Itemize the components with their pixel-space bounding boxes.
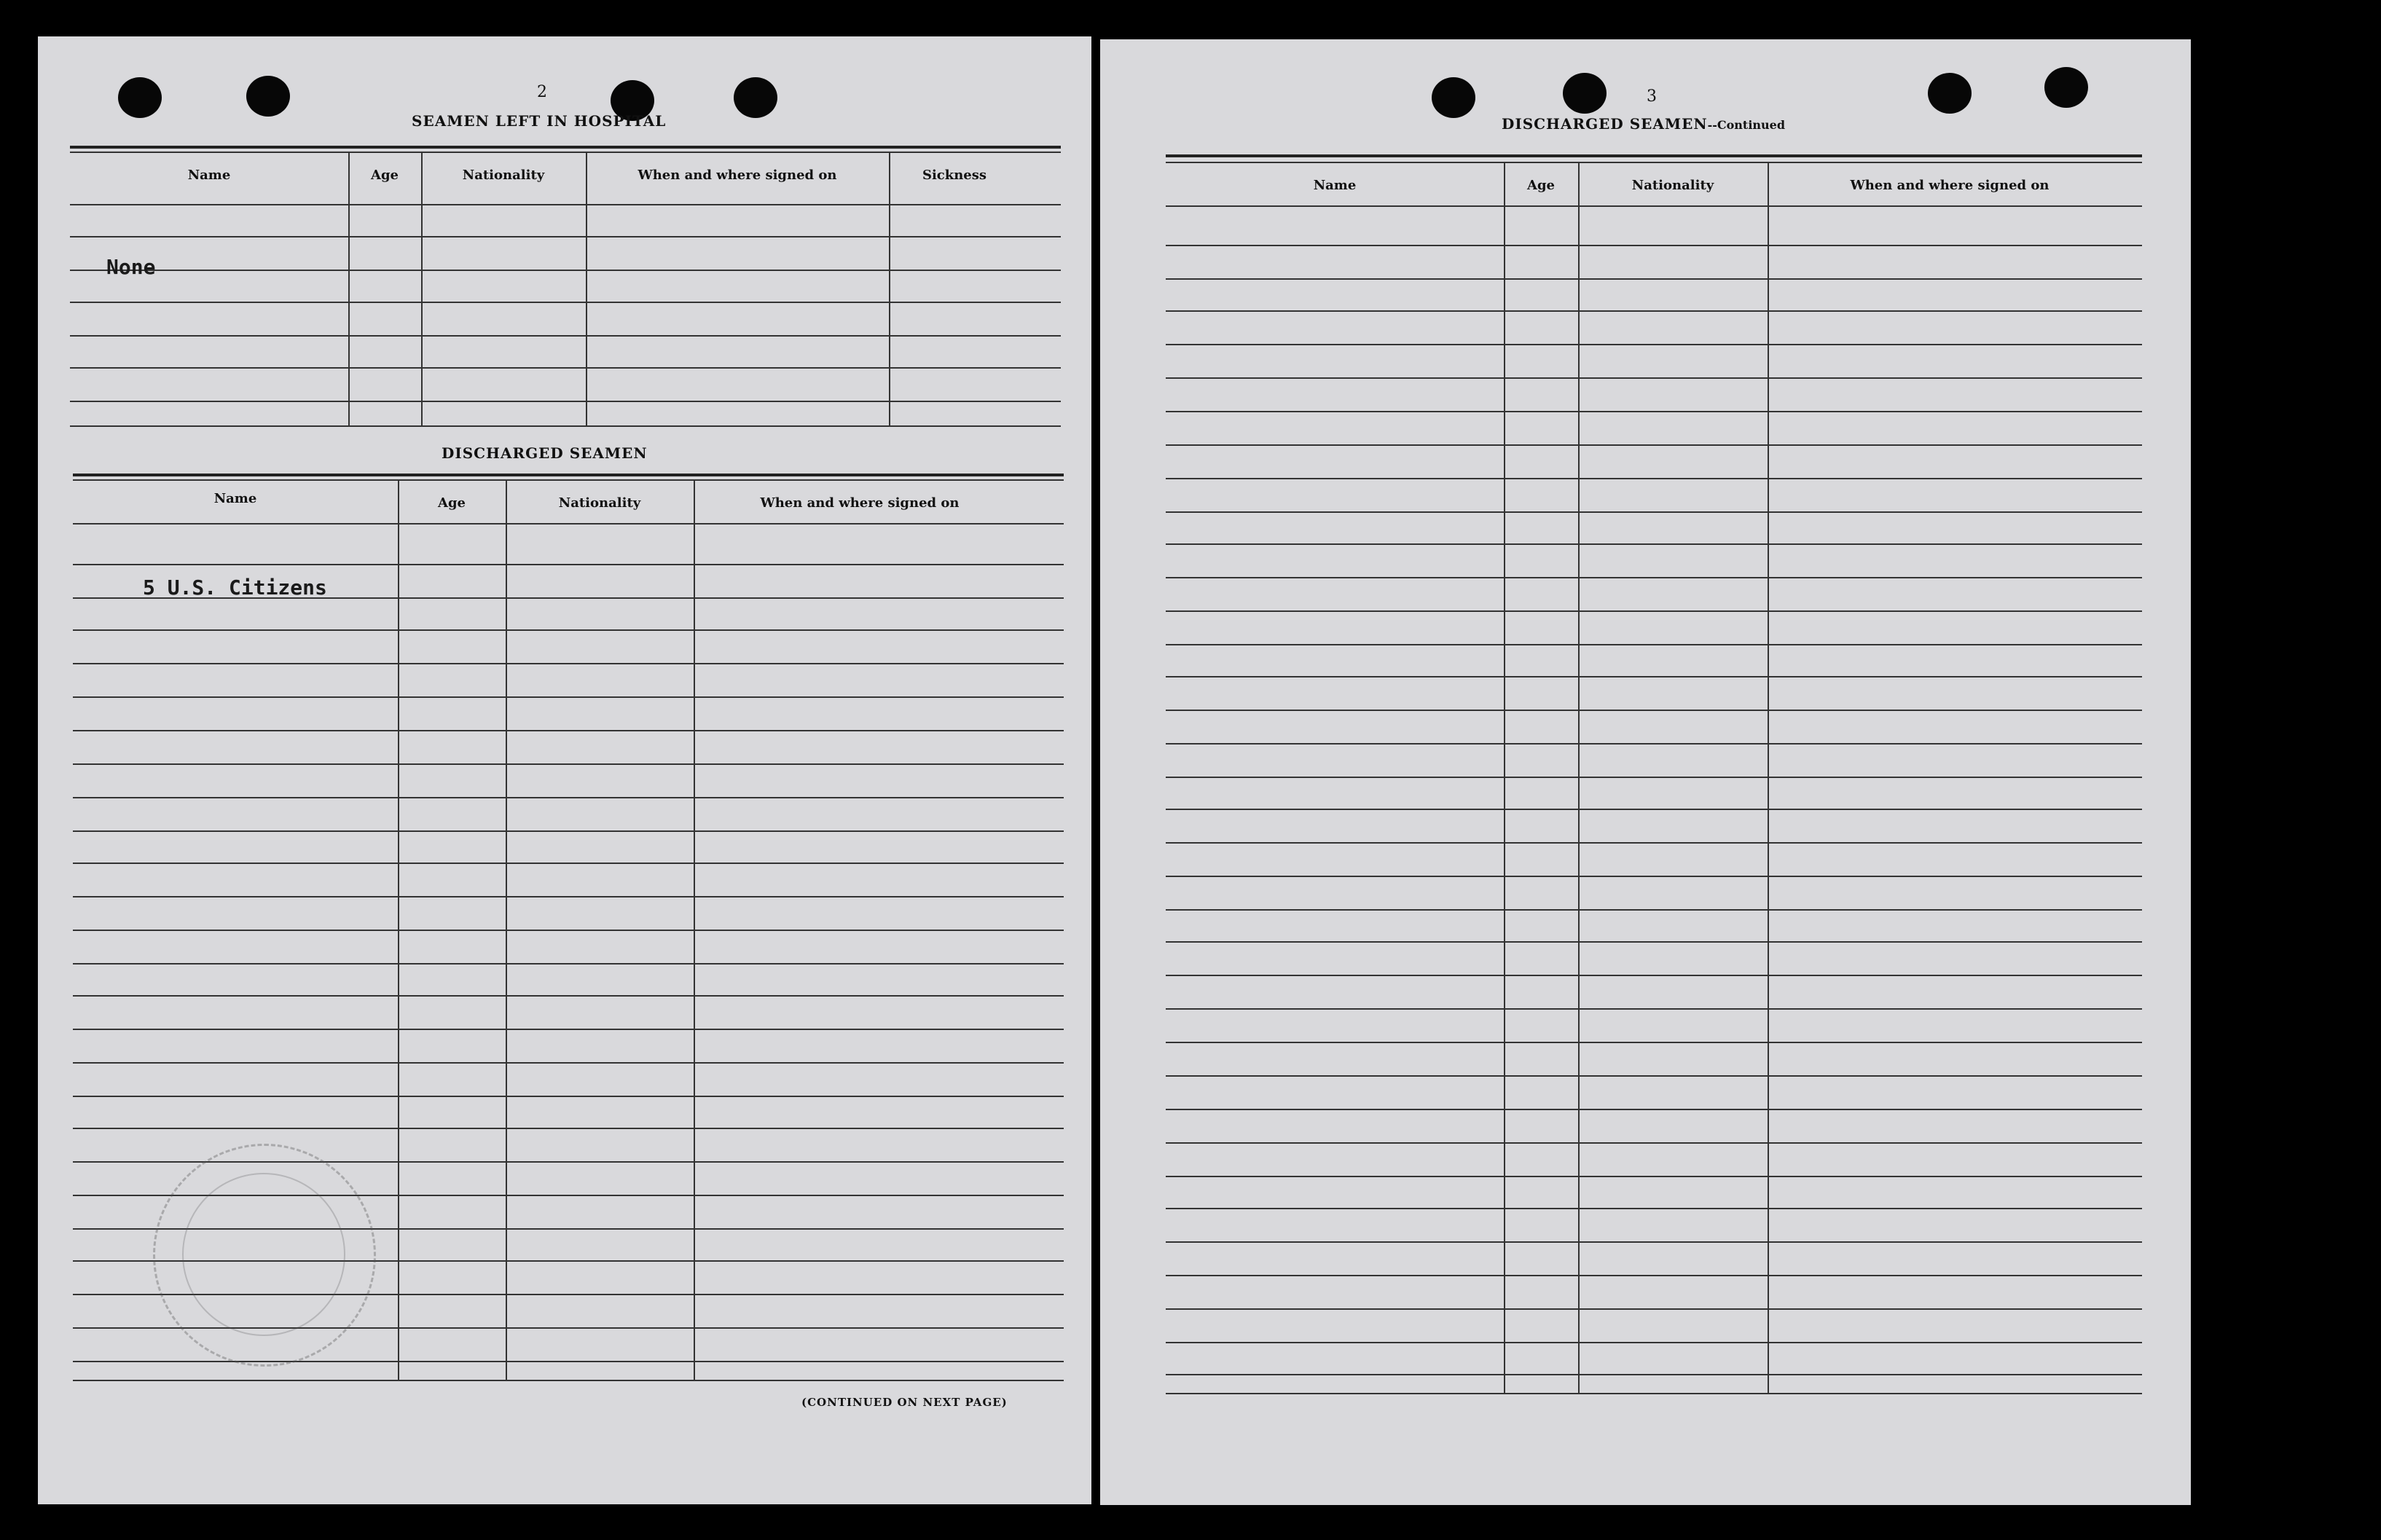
hospital-table — [70, 146, 1061, 466]
punch-hole — [246, 76, 290, 117]
discharged-col-signed-on: When and where signed on — [760, 495, 960, 511]
continued-col-signed-on: When and where signed on — [1850, 178, 2049, 193]
discharged-col-nationality: Nationality — [558, 495, 641, 511]
discharged-table — [73, 474, 1064, 1435]
page-number: 2 — [537, 83, 548, 101]
title-suffix: --Continued — [1707, 118, 1786, 132]
discharged-continued-table — [1166, 154, 2142, 1437]
hospital-col-sickness: Sickness — [922, 168, 987, 183]
hospital-section-title: SEAMEN LEFT IN HOSPITAL — [412, 112, 667, 130]
punch-hole — [118, 77, 162, 118]
right-page — [1100, 39, 2191, 1505]
punch-hole — [2044, 67, 2088, 108]
punch-hole — [1928, 73, 1972, 114]
hospital-col-age: Age — [370, 168, 399, 183]
hospital-col-signed-on: When and where signed on — [638, 168, 837, 183]
hospital-col-name: Name — [187, 168, 231, 183]
left-page — [38, 36, 1091, 1504]
discharged-section-title: DISCHARGED SEAMEN — [442, 444, 648, 462]
discharged-col-age: Age — [437, 495, 466, 511]
page-number: 3 — [1647, 87, 1658, 106]
title-text: DISCHARGED SEAMEN — [1502, 115, 1708, 133]
continued-note: (CONTINUED ON NEXT PAGE) — [801, 1396, 1008, 1409]
discharged-col-name: Name — [213, 491, 257, 506]
continued-col-nationality: Nationality — [1631, 178, 1714, 193]
discharged-entry: 5 U.S. Citizens — [143, 575, 327, 600]
punch-hole — [1563, 73, 1607, 114]
punch-hole — [1432, 77, 1475, 118]
continued-col-age: Age — [1526, 178, 1555, 193]
discharged-continued-title — [1502, 115, 1785, 133]
continued-col-name: Name — [1313, 178, 1357, 193]
punch-hole — [734, 77, 777, 118]
hospital-entry: None — [106, 255, 156, 279]
hospital-col-nationality: Nationality — [462, 168, 545, 183]
faded-stamp-inner — [182, 1173, 345, 1336]
